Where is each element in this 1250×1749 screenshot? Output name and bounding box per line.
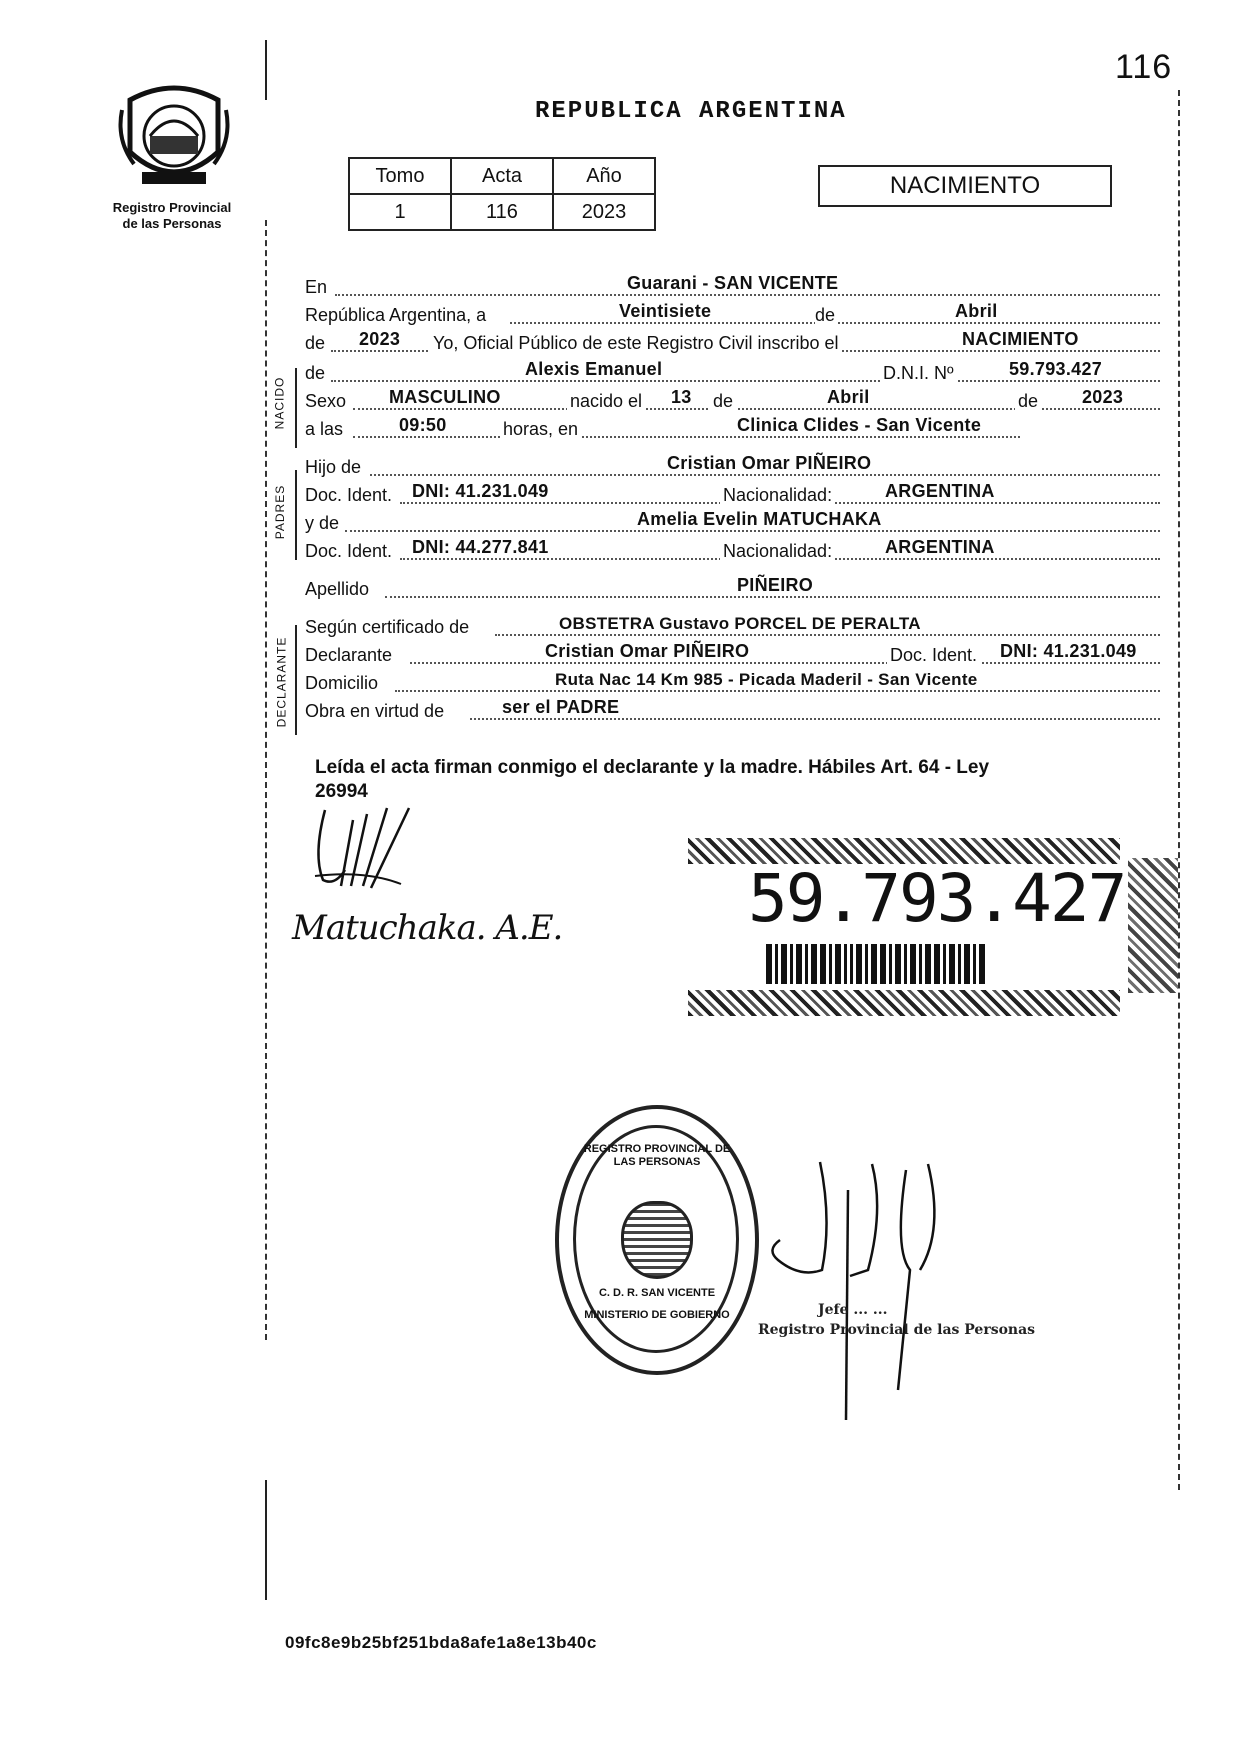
decl-doc-value: DNI: 41.231.049 [1000, 641, 1137, 661]
registry-table-header-row [349, 158, 655, 194]
form-row-madre-doc [305, 536, 1160, 562]
seal-text-mid: C. D. R. SAN VICENTE [598, 1287, 716, 1299]
left-margin-line [265, 1480, 267, 1600]
en-label: En [305, 277, 330, 298]
sexo-label: Sexo [305, 391, 349, 412]
form-row-en [305, 272, 1160, 298]
oficial-text: Yo, Oficial Público de este Registro Civil inscribo el [430, 333, 842, 354]
form-row-hijo-de [305, 452, 1160, 478]
padre-nacionalidad-value: ARGENTINA [885, 481, 995, 501]
provincia-misiones-crest-icon [116, 80, 232, 192]
section-divider-line [295, 625, 297, 735]
form-row-declarante [305, 640, 1160, 666]
form-row-apellido [305, 574, 1160, 600]
apellido-label: Apellido [305, 579, 372, 600]
registry-label-line1: Registro Provincial [112, 200, 232, 215]
security-pattern-icon [1128, 858, 1178, 993]
document-hash: 09fc8e9b25bf251bda8afe1a8e13b40c [285, 1633, 597, 1652]
registry-table-header: Tomo [349, 158, 451, 194]
mother-signature: Matuchaka. A.E. [292, 908, 563, 948]
doc-ident-label: Doc. Ident. [305, 485, 395, 506]
nacido-de-label: de [710, 391, 736, 412]
a-las-label: a las [305, 419, 346, 440]
nombre-value: Alexis Emanuel [525, 359, 663, 379]
dia-value: Veintisiete [619, 301, 712, 321]
registry-table-value-row [349, 194, 655, 230]
registry-table [348, 157, 656, 231]
registry-label [92, 200, 252, 232]
nacido-mes-value: Abril [827, 387, 870, 407]
republica-label: República Argentina, a [305, 305, 489, 326]
closing-note [315, 756, 1165, 804]
de-nombre-label: de [305, 363, 328, 384]
form-row-inscribo [305, 328, 1160, 354]
side-label-nacido: NACIDO [272, 376, 287, 430]
right-margin-line [1178, 90, 1180, 1490]
domicilio-label: Domicilio [305, 673, 381, 694]
official-seal-icon [555, 1105, 759, 1375]
closing-note-line2: 26994 [315, 781, 368, 802]
act-type-box: NACIMIENTO [818, 165, 1112, 207]
nacionalidad-label: Nacionalidad: [720, 485, 835, 506]
side-label-declarante: DECLARANTE [274, 636, 289, 728]
lugar-inscripcion-value: Guarani - SAN VICENTE [627, 273, 839, 293]
nacido-el-label: nacido el [567, 391, 645, 412]
madre-nombre-value: Amelia Evelin MATUCHAKA [637, 509, 882, 529]
left-margin-line [265, 40, 267, 100]
dni-stamp-number: 59.793.427 [748, 860, 1126, 937]
obra-value: ser el PADRE [502, 697, 620, 717]
hijo-de-label: Hijo de [305, 457, 364, 478]
sexo-value: MASCULINO [389, 387, 501, 407]
official-signature-icon [760, 1150, 990, 1430]
official-stamp-line: Jefe ... ... [818, 1302, 888, 1318]
dni-label: D.N.I. Nº [880, 363, 957, 384]
form-row-obra [305, 696, 1160, 722]
obra-label: Obra en virtud de [305, 701, 447, 722]
form-row-y-de [305, 508, 1160, 534]
closing-note-line1: Leída el acta firman conmigo el declarante y la madre. Hábiles Art. 64 - Ley [315, 757, 990, 778]
form-row-padre-doc [305, 480, 1160, 506]
form-row-nombre [305, 358, 1160, 384]
section-divider-line [295, 368, 297, 448]
form-row-hora [305, 414, 1160, 440]
dni-stamp [688, 838, 1126, 1016]
domicilio-value: Ruta Nac 14 Km 985 - Picada Maderil - San Vicente [555, 670, 978, 689]
seal-text-bottom: MINISTERIO DE GOBIERNO [584, 1309, 730, 1321]
padre-doc-value: DNI: 41.231.049 [412, 481, 549, 501]
registry-label-line2: de las Personas [122, 216, 222, 231]
registry-table-header: Año [553, 158, 655, 194]
de-anio-label: de [305, 333, 328, 354]
madre-doc-value: DNI: 44.277.841 [412, 537, 549, 557]
decl-doc-label: Doc. Ident. [887, 645, 980, 666]
nacionalidad2-label: Nacionalidad: [720, 541, 835, 562]
left-margin-line [265, 220, 267, 1340]
de-label: de [815, 305, 838, 326]
hora-value: 09:50 [399, 415, 447, 435]
official-stamp-line: Registro Provincial de las Personas [758, 1322, 1036, 1338]
barcode-icon [766, 944, 988, 984]
anio-value: 2023 [359, 329, 401, 349]
registry-table-cell: 2023 [553, 194, 655, 230]
form-row-fecha [305, 300, 1160, 326]
nacido-de2-label: de [1015, 391, 1041, 412]
inscribo-value: NACIMIENTO [962, 329, 1079, 349]
certificado-label: Según certificado de [305, 617, 472, 638]
padre-nombre-value: Cristian Omar PIÑEIRO [667, 453, 872, 473]
horas-en-label: horas, en [500, 419, 581, 440]
seal-text-top: REGISTRO PROVINCIAL DE LAS PERSONAS [583, 1143, 731, 1168]
declarante-value: Cristian Omar PIÑEIRO [545, 641, 750, 661]
nacido-anio-value: 2023 [1082, 387, 1124, 407]
madre-nacionalidad-value: ARGENTINA [885, 537, 995, 557]
official-stamp-text [758, 1300, 1035, 1340]
page-title: REPUBLICA ARGENTINA [535, 98, 847, 125]
y-de-label: y de [305, 513, 342, 534]
form-row-sexo [305, 386, 1160, 412]
lugar-nacimiento-value: Clinica Clides - San Vicente [737, 415, 982, 435]
apellido-value: PIÑEIRO [737, 575, 814, 595]
form-row-certificado [305, 612, 1160, 638]
page-number: 116 [1115, 48, 1173, 86]
declarante-label: Declarante [305, 645, 395, 666]
registry-table-cell: 116 [451, 194, 553, 230]
registry-table-header: Acta [451, 158, 553, 194]
doc-ident2-label: Doc. Ident. [305, 541, 395, 562]
registry-table-cell: 1 [349, 194, 451, 230]
certificado-value: OBSTETRA Gustavo PORCEL DE PERALTA [559, 614, 921, 633]
form-row-domicilio [305, 668, 1160, 694]
dni-value: 59.793.427 [1009, 359, 1103, 379]
declarant-signature-icon [305, 800, 425, 890]
side-label-padres: PADRES [273, 484, 288, 540]
section-divider-line [295, 470, 297, 560]
mes-value: Abril [955, 301, 998, 321]
nacido-dia-value: 13 [671, 387, 692, 407]
